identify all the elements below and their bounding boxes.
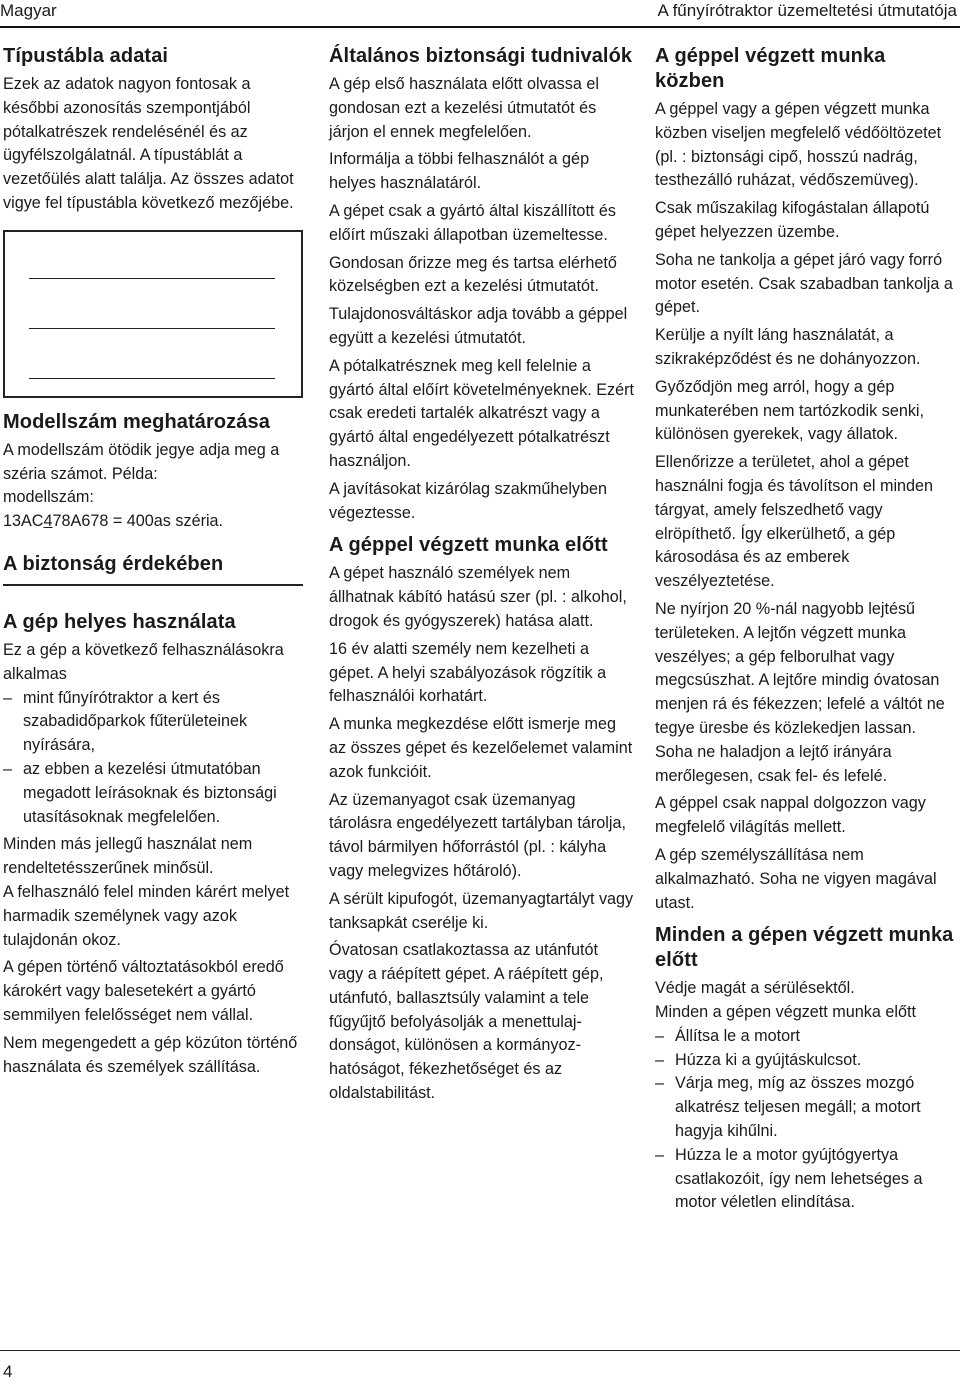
list-item: – Állítsa le a motort	[655, 1026, 801, 1045]
paragraph: A pótalkatrésznek meg kell felelnie a gyártó által előírt követelményeknek. Ezért csak eredeti tartalék alkatrészt vagy a gyártó által engedélyezett pótalkatrészt használjon.	[329, 356, 635, 470]
safety-heading: A biztonság érdekében	[3, 552, 224, 575]
paragraph: A gépet csak a gyártó által kiszállított és előírt műszaki állapotban üzemeltesse.	[329, 201, 617, 244]
paragraph: Győződjön meg arról, hogy a gép munkaterében nem tartózkodik senki, különösen gyerekek, vagy állatok.	[655, 377, 925, 444]
model-number-heading: Modellszám meghatározása	[3, 410, 270, 433]
paragraph: Soha ne tankolja a gépet járó vagy forró motor esetén. Csak szabadban tankolja a gépet.	[655, 250, 953, 317]
list-item: – Húzza le a motor gyújtógyertya csatlakozóit, így nem lehetséges a motor véletlen elindítása.	[655, 1145, 923, 1212]
column-left	[3, 44, 305, 1079]
column-middle	[329, 44, 634, 1106]
paragraph: A géppel vagy a gépen végzett munka közben viseljen megfelelő védőöltözetet (pl. : biztonsági cipő, hosszú nadrág, testhezálló ruházat, védőszemüveg).	[655, 100, 942, 190]
safety-heading-rule	[3, 584, 303, 586]
paragraph: Óvatosan csatlakoztassa az utánfutót vagy a ráépített gépet. A ráépített gép, utánfutó, ballasztsúly valamint a tele fűgyűjtő befolyásolják a menettulaj-donságot, különösen a kormányoz-hatóságot, fékezhetőséget és az oldalstabilitást.	[329, 941, 604, 1103]
proper-use-heading: A gép helyes használata	[3, 610, 236, 633]
model-number-label: modellszám:	[3, 488, 94, 507]
model-example-series-digit: 4	[43, 512, 53, 531]
paragraph: Tulajdonosváltáskor adja tovább a géppel együtt a kezelési útmutatót.	[329, 305, 628, 347]
paragraph: Gondosan őrizze meg és tartsa elérhető közelségben ezt a kezelési útmutatót.	[329, 253, 617, 296]
footer-divider	[0, 1350, 960, 1351]
type-plate-field-1	[29, 278, 275, 279]
paragraph: Csak műszakilag kifogástalan állapotú gépet helyezzen üzembe.	[655, 199, 930, 241]
list-item: – mint fűnyírótraktor a kert és szabadidőparkok fűterületeinek nyírására,	[3, 688, 248, 755]
page-number: 4	[3, 1362, 13, 1381]
model-number-text: A modellszám ötödik jegye adja meg a széria számot. Példa:	[3, 440, 280, 483]
type-plate-form	[3, 230, 303, 398]
paragraph: Az üzemanyagot csak üzemanyag tárolásra engedélyezett tartályban tárolja, távol bármilyen hőforrástól (pl. : kályha vagy melegvizes hőtároló).	[329, 790, 626, 880]
proper-use-intro: Ez a gép a következő felhasználásokra alkalmas	[3, 640, 284, 683]
paragraph: Minden a gépen végzett munka előtt	[655, 1003, 916, 1022]
all-work-heading: Minden a gépen végzett munka előtt	[655, 924, 954, 972]
paragraph: Védje magát a sérülésektől.	[655, 979, 855, 998]
paragraph: A sérült kipufogót, üzemanyagtartályt vagy tanksapkát cserélje ki.	[329, 889, 634, 932]
paragraph: Ellenőrizze a területet, ahol a gépet használni fogja és távolítson el minden tárgyat, amely felszedhető vagy elröpíthető. Így elkerülhető, a gép károsodása és az emberek veszélyeztetése.	[655, 453, 934, 591]
header-divider	[0, 26, 960, 28]
type-plate-text: Ezek az adatok nagyon fontosak a későbbi azonosítás szempontjából pótalkatrészek rendelésénél és az ügyfélszolgálatnál. A típustáblát a vezetőülés alatt találja. Az összes adatot vigye fel típustábla következő mezőjébe.	[3, 75, 294, 212]
paragraph: A géppel csak nappal dolgozzon vagy megfelelő világítás mellett.	[655, 794, 926, 837]
list-item: – Várja meg, míg az összes mozgó alkatrész teljesen megáll; a motort hagyja kihűlni.	[655, 1074, 921, 1141]
before-work-heading: A géppel végzett munka előtt	[329, 534, 608, 557]
paragraph: A gép első használata előtt olvassa el gondosan ezt a kezelési útmutatót és járjon el ennek megfelelően.	[329, 75, 599, 141]
model-example-prefix: 13AC	[3, 512, 44, 531]
paragraph: Nem megengedett a gép közúton történő használata és személyek szállítása.	[3, 1033, 298, 1076]
paragraph: Kerülje a nyílt láng használatát, a szikraképződést és ne dohányozzon.	[655, 326, 921, 368]
paragraph: Informálja a többi felhasználót a gép helyes használatáról.	[329, 150, 590, 193]
paragraph: A gépen történő változtatásokból eredő károkért vagy balesetekért a gyártó semmilyen felelősséget nem vállal.	[3, 958, 284, 1024]
paragraph: A javításokat kizárólag szakműhelyben végeztesse.	[329, 479, 608, 522]
type-plate-field-3	[29, 378, 275, 379]
column-right	[655, 44, 957, 1215]
list-item: – az ebben a kezelési útmutatóban megadott leírásoknak és biztonsági utasításoknak megfelelően.	[3, 759, 277, 826]
paragraph: A gép személyszállítása nem alkalmazható. Soha ne vigyen magával utast.	[655, 845, 937, 912]
header-manual-title: A fűnyírótraktor üzemeltetési útmutatója	[657, 1, 957, 20]
type-plate-heading: Típustábla adatai	[3, 45, 169, 67]
model-example-suffix: 78A678 = 400as széria.	[52, 512, 224, 531]
paragraph: A munka megkezdése előtt ismerje meg az összes gépet és kezelőelemet valamint azok funkcióit.	[329, 715, 633, 781]
paragraph: A gépet használó személyek nem állhatnak kábító hatású szer (pl. : alkohol, drogok és gyógyszerek) hatása alatt.	[329, 564, 627, 630]
list-item: – Húzza ki a gyújtáskulcsot.	[655, 1050, 862, 1069]
paragraph: Ne nyírjon 20 %-nál nagyobb lejtésű területeken. A lejtőn végzett munka veszélyes; a gép felborulhat vagy megcsúszhat. A lejtőre mindig óvatosan menjen rá és fékezzen; lefelé a váltót ne tegye üresbe és közlekedjen lassan. Soha ne haladjon a lejtő irányára merőlegesen, csak fel- és lefelé.	[655, 599, 945, 785]
during-work-heading: A géppel végzett munka közben	[655, 45, 886, 92]
paragraph: A felhasználó felel minden kárért melyet harmadik személynek vagy azok tulajdonán okoz.	[3, 882, 290, 949]
paragraph: 16 év alatti személy nem kezelheti a gépet. A helyi szabályozások rögzítik a felhasználói korhatárt.	[329, 639, 607, 706]
header-language: Magyar	[0, 1, 57, 20]
model-number-example	[3, 510, 305, 534]
type-plate-field-2	[29, 328, 275, 329]
general-safety-heading: Általános biztonsági tudnivalók	[329, 45, 633, 67]
paragraph: Minden más jellegű használat nem rendeltetésszerűnek minősül.	[3, 835, 253, 878]
